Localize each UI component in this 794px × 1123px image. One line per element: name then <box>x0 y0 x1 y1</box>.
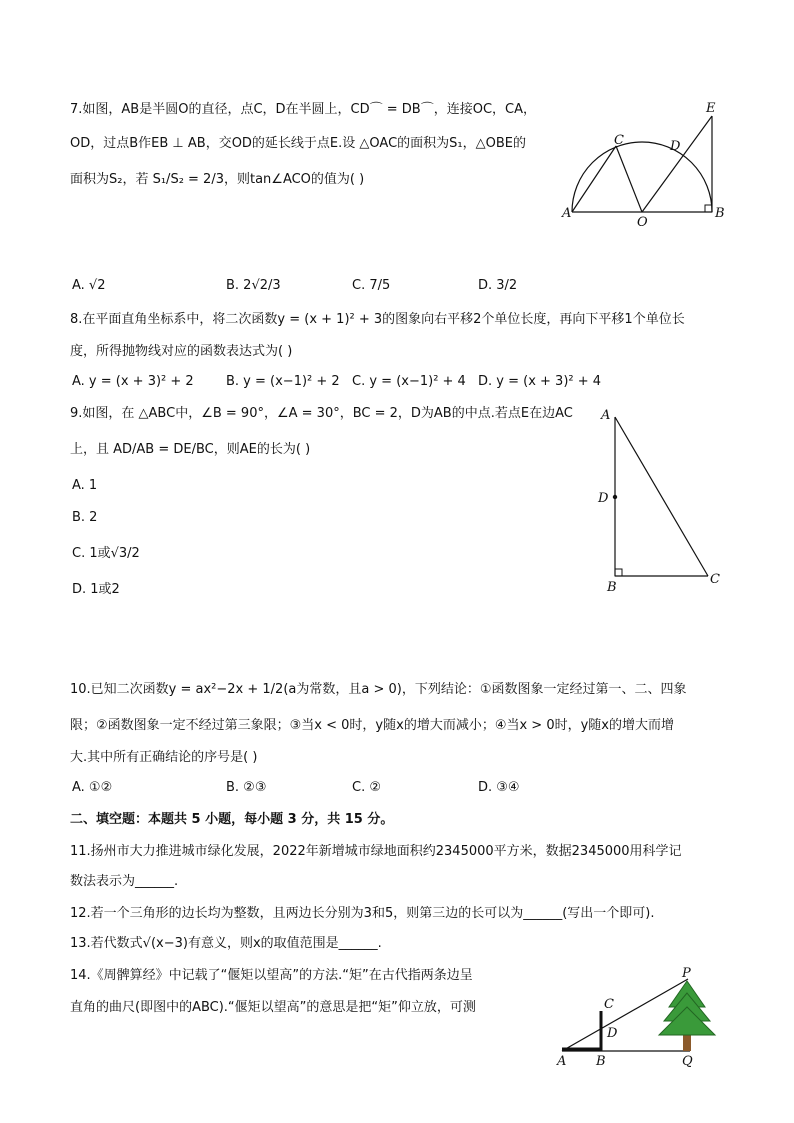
q7-label-c: C <box>614 133 624 148</box>
q9-option-c: C. 1或√3/2 <box>72 546 140 561</box>
q14-label-c: C <box>604 997 614 1012</box>
q8-option-c: C. y = (x−1)² + 4 <box>352 374 466 389</box>
q7-line3: 面积为S₂，若 S₁/S₂ = 2/3，则tan∠ACO的值为( ) <box>70 172 365 187</box>
q11-line2: 数法表示为______. <box>70 874 179 889</box>
tree-icon <box>659 981 715 1051</box>
q14-label-d: D <box>607 1026 618 1041</box>
q9-figure <box>595 405 725 595</box>
q10-option-b: B. ②③ <box>226 780 267 795</box>
q8-option-d: D. y = (x + 3)² + 4 <box>478 374 602 389</box>
q10-line1: 10.已知二次函数y = ax²−2x + 1/2(a为常数，且a > 0)，下列结论：①函数图象一定经过第一、二、四象 <box>70 682 687 697</box>
q14-line1: 14.《周髀算经》中记载了“偃矩以望高”的方法.“矩”在古代指两条边呈 <box>70 968 473 983</box>
q13-line1: 13.若代数式√(x−3)有意义，则x的取值范围是______. <box>70 936 382 951</box>
q9-label-d: D <box>598 491 609 506</box>
q8-option-a: A. y = (x + 3)² + 2 <box>72 374 194 389</box>
q7-label-o: O <box>637 215 648 230</box>
q9-line1: 9.如图，在 △ABC中，∠B = 90°，∠A = 30°，BC = 2，D为AB的中点.若点E在边AC <box>70 406 573 421</box>
q14-figure <box>552 965 722 1070</box>
q8-line1: 8.在平面直角坐标系中，将二次函数y = (x + 1)² + 3的图象向右平移2个单位长度，再向下平移1个单位长 <box>70 312 685 327</box>
q14-line2: 直角的曲尺(即图中的ABC).“偃矩以望高”的意思是把“矩”仰立放，可测 <box>70 1000 476 1015</box>
q14-label-p: P <box>682 966 691 981</box>
q10-option-c: C. ② <box>352 780 381 795</box>
q7-label-a: A <box>562 206 572 221</box>
q7-option-a: A. √2 <box>72 278 106 293</box>
q10-option-d: D. ③④ <box>478 780 520 795</box>
q14-label-b: B <box>596 1054 606 1069</box>
q7-option-c: C. 7/5 <box>352 278 391 293</box>
q14-label-a: A <box>557 1054 567 1069</box>
q8-line2: 度，所得抛物线对应的函数表达式为( ) <box>70 344 293 359</box>
q9-option-b: B. 2 <box>72 510 98 525</box>
q9-option-d: D. 1或2 <box>72 582 120 597</box>
q7-label-e: E <box>706 101 716 116</box>
q12-line1: 12.若一个三角形的边长均为整数，且两边长分别为3和5，则第三边的长可以为______(写出一个即可). <box>70 906 655 921</box>
q7-figure <box>560 100 730 230</box>
q7-line2: OD，过点B作EB ⊥ AB，交OD的延长线于点E.设 △OAC的面积为S₁，△OBE的 <box>70 136 526 151</box>
q9-label-b: B <box>607 580 617 595</box>
q10-line2: 限；②函数图象一定不经过第三象限；③当x < 0时，y随x的增大而减小；④当x > 0时，y随x的增大而增 <box>70 718 674 733</box>
q7-label-d: D <box>670 139 681 154</box>
q9-option-a: A. 1 <box>72 478 98 493</box>
q10-line3: 大.其中所有正确结论的序号是( ) <box>70 750 258 765</box>
q7-option-b: B. 2√2/3 <box>226 278 281 293</box>
section-heading-fill-in: 二、填空题：本题共 5 小题，每小题 3 分，共 15 分。 <box>70 812 394 827</box>
q7-label-b: B <box>715 206 725 221</box>
q14-label-q: Q <box>682 1054 693 1069</box>
q10-option-a: A. ①② <box>72 780 113 795</box>
q7-option-d: D. 3/2 <box>478 278 518 293</box>
q9-label-a: A <box>601 408 611 423</box>
q9-label-c: C <box>710 572 720 587</box>
q8-option-b: B. y = (x−1)² + 2 <box>226 374 340 389</box>
q7-line1: 7.如图，AB是半圆O的直径，点C，D在半圆上，CD⌒ = DB⌒，连接OC，CA， <box>70 102 536 117</box>
q9-line2: 上，且 AD/AB = DE/BC，则AE的长为( ) <box>70 442 311 457</box>
q11-line1: 11.扬州市大力推进城市绿化发展，2022年新增城市绿地面积约2345000平方米，数据2345000用科学记 <box>70 844 682 859</box>
